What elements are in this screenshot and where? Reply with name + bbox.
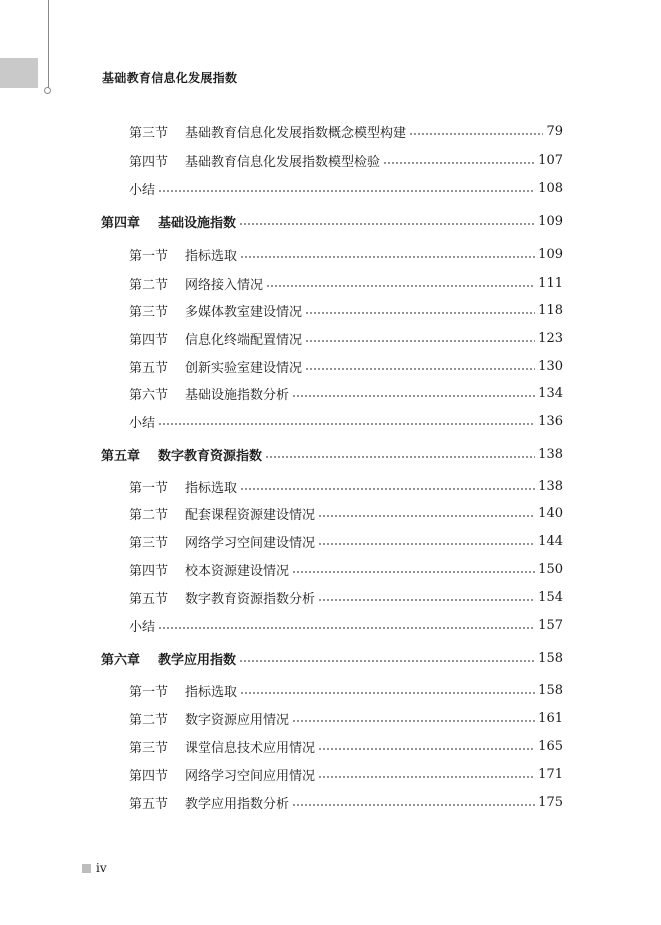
section-number: 第四节: [129, 563, 169, 579]
toc-page-number: 138: [538, 446, 563, 462]
toc-section-entry[interactable]: [0, 708, 661, 728]
toc-page-number: 118: [538, 302, 563, 318]
toc-section-entry[interactable]: [0, 615, 661, 635]
section-title: 配套课程资源建设情况: [185, 507, 316, 523]
section-title: 网络学习空间建设情况: [185, 535, 316, 551]
section-title: 多媒体教室建设情况: [185, 304, 303, 320]
section-title: 基础教育信息化发展指数模型检验: [185, 154, 381, 170]
section-number: 第五节: [129, 796, 169, 812]
toc-page-number: 79: [546, 123, 563, 139]
toc-section-entry[interactable]: [0, 764, 661, 784]
section-title: 网络接入情况: [185, 277, 264, 293]
toc-section-entry[interactable]: [0, 531, 661, 551]
leader-dots: [158, 190, 535, 192]
section-title: 基础教育信息化发展指数概念模型构建: [185, 125, 407, 141]
section-number: 第六节: [129, 387, 169, 403]
leader-dots: [318, 748, 535, 750]
chapter-number: 第五章: [101, 448, 141, 464]
leader-dots: [292, 395, 535, 397]
leader-dots: [265, 456, 535, 458]
leader-dots: [305, 340, 535, 342]
chapter-number: 第四章: [101, 215, 141, 231]
toc-section-entry[interactable]: [0, 680, 661, 700]
section-title: 指标选取: [185, 684, 238, 700]
section-number: 第三节: [129, 740, 169, 756]
section-number: 第一节: [129, 248, 169, 264]
toc-page-number: 150: [538, 561, 563, 577]
section-number: 第一节: [129, 480, 169, 496]
section-number: 第四节: [129, 332, 169, 348]
section-number: 第二节: [129, 277, 169, 293]
section-number: 第二节: [129, 507, 169, 523]
toc-section-entry[interactable]: [0, 792, 661, 812]
toc-page-number: 138: [538, 478, 563, 494]
section-title: 数字资源应用情况: [185, 712, 290, 728]
toc-page-number: 109: [538, 246, 563, 262]
toc-page-number: 157: [538, 617, 563, 633]
leader-dots: [292, 571, 535, 573]
chapter-title: 基础设施指数: [158, 215, 237, 231]
section-number: 第一节: [129, 684, 169, 700]
toc-section-entry[interactable]: [0, 328, 661, 348]
toc-section-entry[interactable]: [0, 559, 661, 579]
toc-page-number: 140: [538, 505, 563, 521]
toc-page-number: 171: [538, 766, 563, 782]
section-title: 网络学习空间应用情况: [185, 768, 316, 784]
chapter-number: 第六章: [101, 652, 141, 668]
toc-chapter-entry[interactable]: [0, 648, 661, 668]
leader-dots: [383, 162, 535, 164]
toc-page-number: 123: [538, 330, 563, 346]
chapter-title: 教学应用指数: [158, 652, 237, 668]
toc-page-number: 111: [538, 275, 563, 291]
leader-dots: [318, 515, 535, 517]
leader-dots: [266, 285, 535, 287]
toc-page-number: 130: [538, 358, 563, 374]
toc-page-number: 107: [538, 152, 563, 168]
toc-chapter-entry[interactable]: [0, 444, 661, 464]
toc-page-number: 161: [538, 710, 563, 726]
toc-section-entry[interactable]: [0, 411, 661, 431]
toc-section-entry[interactable]: [0, 356, 661, 376]
toc-page-number: 108: [538, 180, 563, 196]
leader-dots: [292, 720, 535, 722]
leader-dots: [409, 133, 543, 135]
toc-chapter-entry[interactable]: [0, 211, 661, 231]
section-number: 第四节: [129, 154, 169, 170]
chapter-title: 数字教育资源指数: [158, 448, 263, 464]
leader-dots: [318, 599, 535, 601]
section-number: 第三节: [129, 535, 169, 551]
leader-dots: [305, 368, 535, 370]
section-title: 信息化终端配置情况: [185, 332, 303, 348]
section-number: 第五节: [129, 360, 169, 376]
toc-section-entry[interactable]: [0, 383, 661, 403]
toc-page-number: 158: [538, 682, 563, 698]
leader-dots: [240, 488, 535, 490]
section-number: 第三节: [129, 304, 169, 320]
section-title: 课堂信息技术应用情况: [185, 740, 316, 756]
section-title: 数字教育资源指数分析: [185, 591, 316, 607]
section-title: 创新实验室建设情况: [185, 360, 303, 376]
leader-dots: [292, 804, 535, 806]
toc-page-number: 175: [538, 794, 563, 810]
section-title: 小结: [129, 619, 156, 635]
toc-page-number: 144: [538, 533, 563, 549]
section-title: 指标选取: [185, 248, 238, 264]
section-number: 第五节: [129, 591, 169, 607]
section-title: 指标选取: [185, 480, 238, 496]
toc-section-entry[interactable]: [0, 244, 661, 264]
section-title: 校本资源建设情况: [185, 563, 290, 579]
toc-section-entry[interactable]: [0, 300, 661, 320]
toc-page-number: 134: [538, 385, 563, 401]
leader-dots: [318, 543, 535, 545]
section-number: 第四节: [129, 768, 169, 784]
running-header-title: 基础教育信息化发展指数: [102, 71, 238, 85]
toc-section-entry[interactable]: [0, 121, 661, 141]
section-title: 小结: [129, 182, 156, 198]
leader-dots: [158, 423, 535, 425]
toc-page-number: 165: [538, 738, 563, 754]
section-number: 第三节: [129, 125, 169, 141]
footer-square-marker: [82, 864, 91, 873]
toc-section-entry[interactable]: [0, 476, 661, 496]
toc-section-entry[interactable]: [0, 503, 661, 523]
toc-page-number: 109: [538, 213, 563, 229]
toc-section-entry[interactable]: [0, 178, 661, 198]
toc-section-entry[interactable]: [0, 587, 661, 607]
section-title: 基础设施指数分析: [185, 387, 290, 403]
leader-dots: [240, 692, 535, 694]
leader-dots: [158, 627, 535, 629]
page-number: iv: [96, 861, 107, 875]
toc-section-entry[interactable]: [0, 736, 661, 756]
section-title: 小结: [129, 415, 156, 431]
leader-dots: [239, 660, 535, 662]
leader-dots: [239, 223, 535, 225]
leader-dots: [240, 256, 535, 258]
section-number: 第二节: [129, 712, 169, 728]
toc-page-number: 154: [538, 589, 563, 605]
toc-section-entry[interactable]: [0, 150, 661, 170]
toc-section-entry[interactable]: [0, 273, 661, 293]
section-title: 教学应用指数分析: [185, 796, 290, 812]
toc-page-number: 136: [538, 413, 563, 429]
leader-dots: [318, 776, 535, 778]
leader-dots: [305, 312, 535, 314]
toc-page-number: 158: [538, 650, 563, 666]
